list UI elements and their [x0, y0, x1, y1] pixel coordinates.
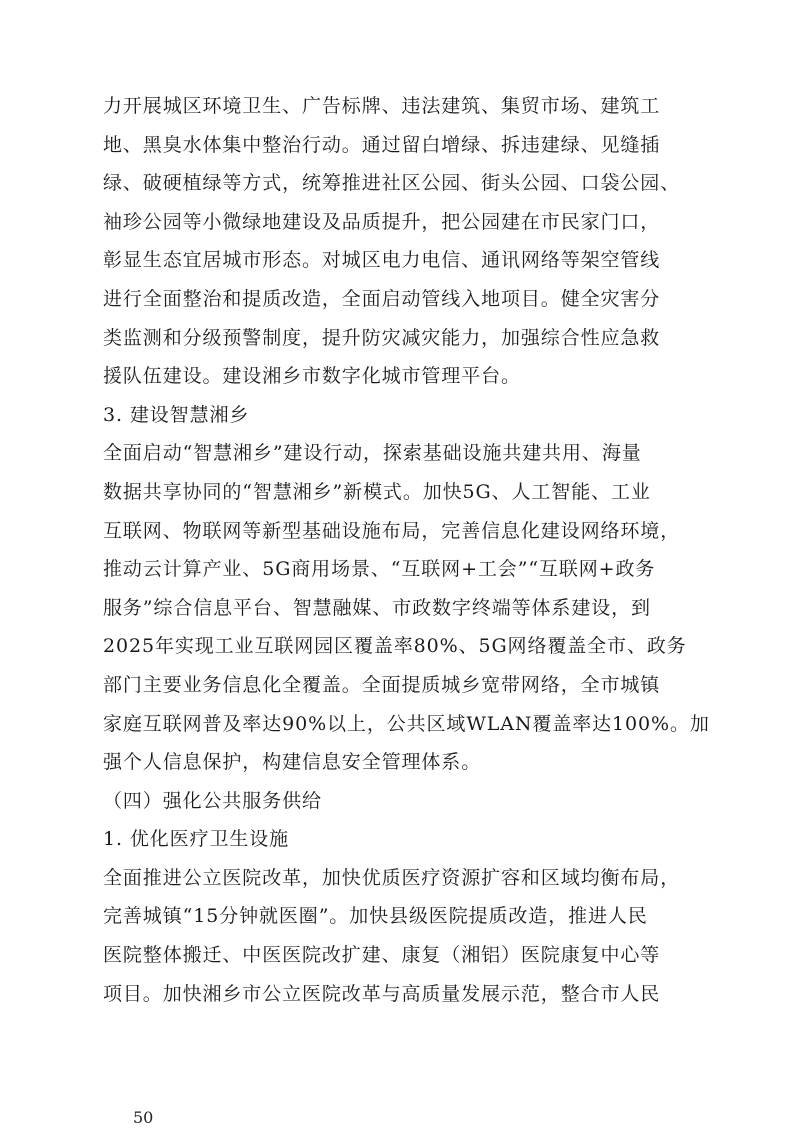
text-line: 类监测和分级预警制度，提升防灾减灾能力，加强综合性应急救 [103, 326, 661, 349]
text-line: 服务”综合信息平台、智慧融媒、市政数字终端等体系建设，到 [103, 596, 651, 619]
text-line: 进行全面整治和提质改造，全面启动管线入地项目。健全灾害分 [103, 287, 661, 310]
text-line: 袖珍公园等小微绿地建设及品质提升，把公园建在市民家门口， [103, 210, 661, 233]
text-line: 医院整体搬迁、中医医院改扩建、康复（湘铝）医院康复中心等 [103, 944, 661, 967]
text-line: 完善城镇“15分钟就医圈”。加快县级医院提质改造，推进人民 [103, 905, 648, 928]
text-line: 强个人信息保护，构建信息安全管理体系。 [103, 751, 482, 774]
text-line: 力开展城区环境卫生、广告标牌、违法建筑、集贸市场、建筑工 [103, 95, 661, 117]
section-heading-medical-facilities: 1. 优化医疗卫生设施 [103, 828, 290, 851]
page-number: 50 [133, 1108, 154, 1127]
text-line: 2025年实现工业互联网园区覆盖率80%、5G网络覆盖全市、政务 [103, 635, 687, 658]
section-heading-public-services: （四）强化公共服务供给 [103, 789, 322, 812]
text-line: 部门主要业务信息化全覆盖。全面提质城乡宽带网络，全市城镇 [103, 673, 661, 696]
document-body [103, 87, 723, 1013]
text-line: 绿、破硬植绿等方式，统筹推进社区公园、街头公园、口袋公园、 [103, 172, 681, 195]
text-line: 全面启动“智慧湘乡”建设行动，探索基础设施共建共用、海量 [103, 442, 642, 465]
text-line: 推动云计算产业、5G商用场景、“互联网+工会”“互联网+政务 [103, 558, 656, 581]
text-line: 援队伍建设。建设湘乡市数字化城市管理平台。 [103, 365, 521, 388]
text-line: 数据共享协同的“智慧湘乡”新模式。加快5G、人工智能、工业 [103, 480, 651, 503]
text-line: 地、黑臭水体集中整治行动。通过留白增绿、拆违建绿、见缝插 [103, 133, 661, 156]
text-line: 项目。加快湘乡市公立医院改革与高质量发展示范，整合市人民 [103, 982, 661, 1005]
text-line: 彰显生态宜居城市形态。对城区电力电信、通讯网络等架空管线 [103, 249, 661, 272]
text-line: 全面推进公立医院改革，加快优质医疗资源扩容和区域均衡布局， [103, 866, 681, 889]
text-line: 互联网、物联网等新型基础设施布局，完善信息化建设网络环境， [103, 519, 681, 542]
section-heading-smart-xiangxiang: 3. 建设智慧湘乡 [103, 403, 250, 426]
text-line: 家庭互联网普及率达90%以上，公共区域WLAN覆盖率达100%。加 [103, 712, 710, 735]
